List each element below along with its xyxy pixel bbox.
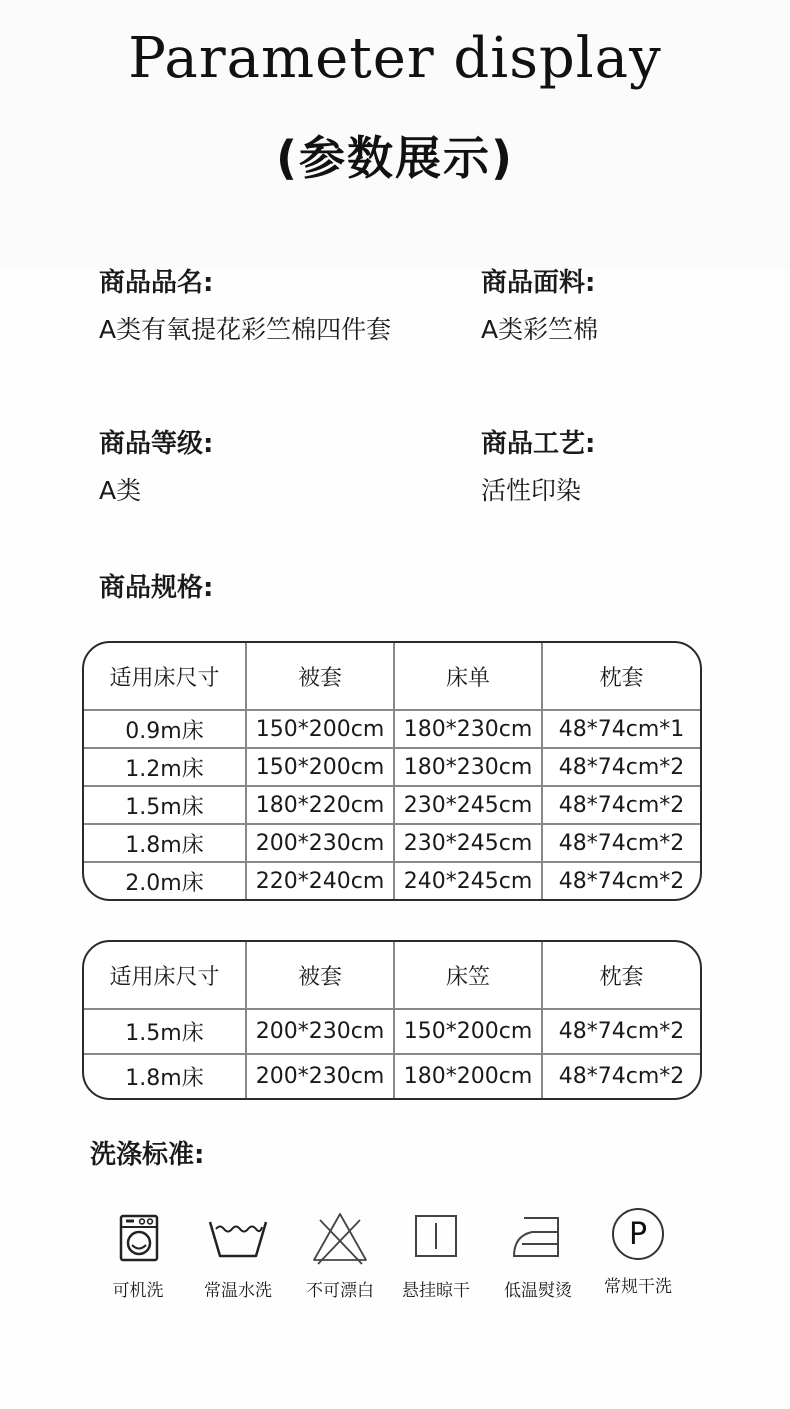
table-cell: 48*74cm*2 xyxy=(542,824,700,862)
wash-item-machine xyxy=(92,1208,184,1301)
table-cell: 0.9m床 xyxy=(84,710,246,748)
table-cell: 220*240cm xyxy=(246,862,394,899)
table-cell: 1.8m床 xyxy=(84,1054,246,1098)
header-bed-size: 适用床尺寸 xyxy=(84,643,246,710)
iron-low-icon xyxy=(508,1208,568,1268)
table-cell: 48*74cm*2 xyxy=(542,748,700,786)
product-craft-label: 商品工艺: xyxy=(481,429,596,459)
wash-text-no-bleach: 不可漂白 xyxy=(306,1281,374,1301)
wash-text-hang-dry: 悬挂晾干 xyxy=(402,1281,470,1301)
table-cell: 240*245cm xyxy=(394,862,542,899)
washing-machine-icon xyxy=(108,1208,168,1268)
table-row xyxy=(84,710,700,748)
page-title-chinese: (参数展示) xyxy=(275,131,515,185)
table-cell: 1.2m床 xyxy=(84,748,246,786)
table-row xyxy=(84,1054,700,1098)
product-name-label: 商品品名: xyxy=(99,268,214,298)
table-header-row xyxy=(84,942,700,1009)
spec-table-fitted xyxy=(82,940,702,1100)
wash-item-no-bleach xyxy=(294,1208,386,1301)
table-cell: 200*230cm xyxy=(246,824,394,862)
wash-item-dry-clean xyxy=(592,1208,684,1297)
table-cell: 1.5m床 xyxy=(84,786,246,824)
wash-text-machine: 可机洗 xyxy=(112,1281,164,1301)
header-duvet-cover: 被套 xyxy=(246,942,394,1009)
wash-text-tub: 常温水洗 xyxy=(204,1281,272,1301)
product-grade-label: 商品等级: xyxy=(99,429,214,459)
spec-table-sheet xyxy=(82,641,702,901)
product-fabric-label: 商品面料: xyxy=(481,268,596,298)
table-cell: 48*74cm*2 xyxy=(542,786,700,824)
table-cell: 48*74cm*1 xyxy=(542,710,700,748)
wash-text-dry-clean: 常规干洗 xyxy=(604,1277,672,1297)
product-name-value: A类有氧提花彩竺棉四件套 xyxy=(99,315,392,344)
wash-icons-row xyxy=(92,1208,692,1308)
table-cell: 230*245cm xyxy=(394,786,542,824)
table-cell: 180*230cm xyxy=(394,710,542,748)
table-cell: 1.5m床 xyxy=(84,1009,246,1054)
table-row xyxy=(84,1009,700,1054)
table-cell: 180*220cm xyxy=(246,786,394,824)
table-cell: 48*74cm*2 xyxy=(558,868,685,894)
table-cell: 2.0m床 xyxy=(84,862,246,899)
wash-standard-label: 洗涤标准: xyxy=(90,1140,205,1170)
header-pillowcase: 枕套 xyxy=(542,942,700,1009)
header-pillowcase: 枕套 xyxy=(542,643,700,710)
table-cell: 150*200cm xyxy=(246,710,394,748)
wash-text-iron: 低温熨烫 xyxy=(504,1281,572,1301)
table-cell: 180*200cm xyxy=(394,1054,542,1098)
no-bleach-icon xyxy=(310,1208,370,1268)
table-cell: 48*74cm*2 xyxy=(542,1009,700,1054)
hang-dry-icon xyxy=(406,1208,466,1268)
table-row xyxy=(84,786,700,824)
header-bed-sheet: 床单 xyxy=(394,643,542,710)
header-fitted-sheet: 床笠 xyxy=(394,942,542,1009)
table-cell: 200*230cm xyxy=(246,1009,394,1054)
table-cell: 230*245cm xyxy=(394,824,542,862)
product-grade-value: A类 xyxy=(99,476,142,505)
header-duvet-cover: 被套 xyxy=(246,643,394,710)
table-row xyxy=(84,824,700,862)
product-spec-label: 商品规格: xyxy=(99,573,214,603)
wash-item-iron xyxy=(492,1208,584,1301)
table-cell: 200*230cm xyxy=(246,1054,394,1098)
table-cell: 1.8m床 xyxy=(84,824,246,862)
table-cell: 180*230cm xyxy=(394,748,542,786)
table-cell: 150*200cm xyxy=(246,748,394,786)
wash-tub-icon xyxy=(208,1208,268,1268)
table-row xyxy=(84,862,700,899)
table-header-row xyxy=(84,643,700,710)
wash-item-tub xyxy=(192,1208,284,1301)
header-bed-size: 适用床尺寸 xyxy=(84,942,246,1009)
product-craft-value: 活性印染 xyxy=(481,476,582,505)
product-fabric-value: A类彩竺棉 xyxy=(481,315,599,344)
dry-clean-p-icon: P xyxy=(612,1208,664,1260)
wash-item-hang-dry xyxy=(390,1208,482,1301)
page-title-english: Parameter display xyxy=(128,26,662,91)
table-row xyxy=(84,748,700,786)
table-cell: 48*74cm*2 xyxy=(558,1064,685,1089)
table-cell: 150*200cm xyxy=(394,1009,542,1054)
